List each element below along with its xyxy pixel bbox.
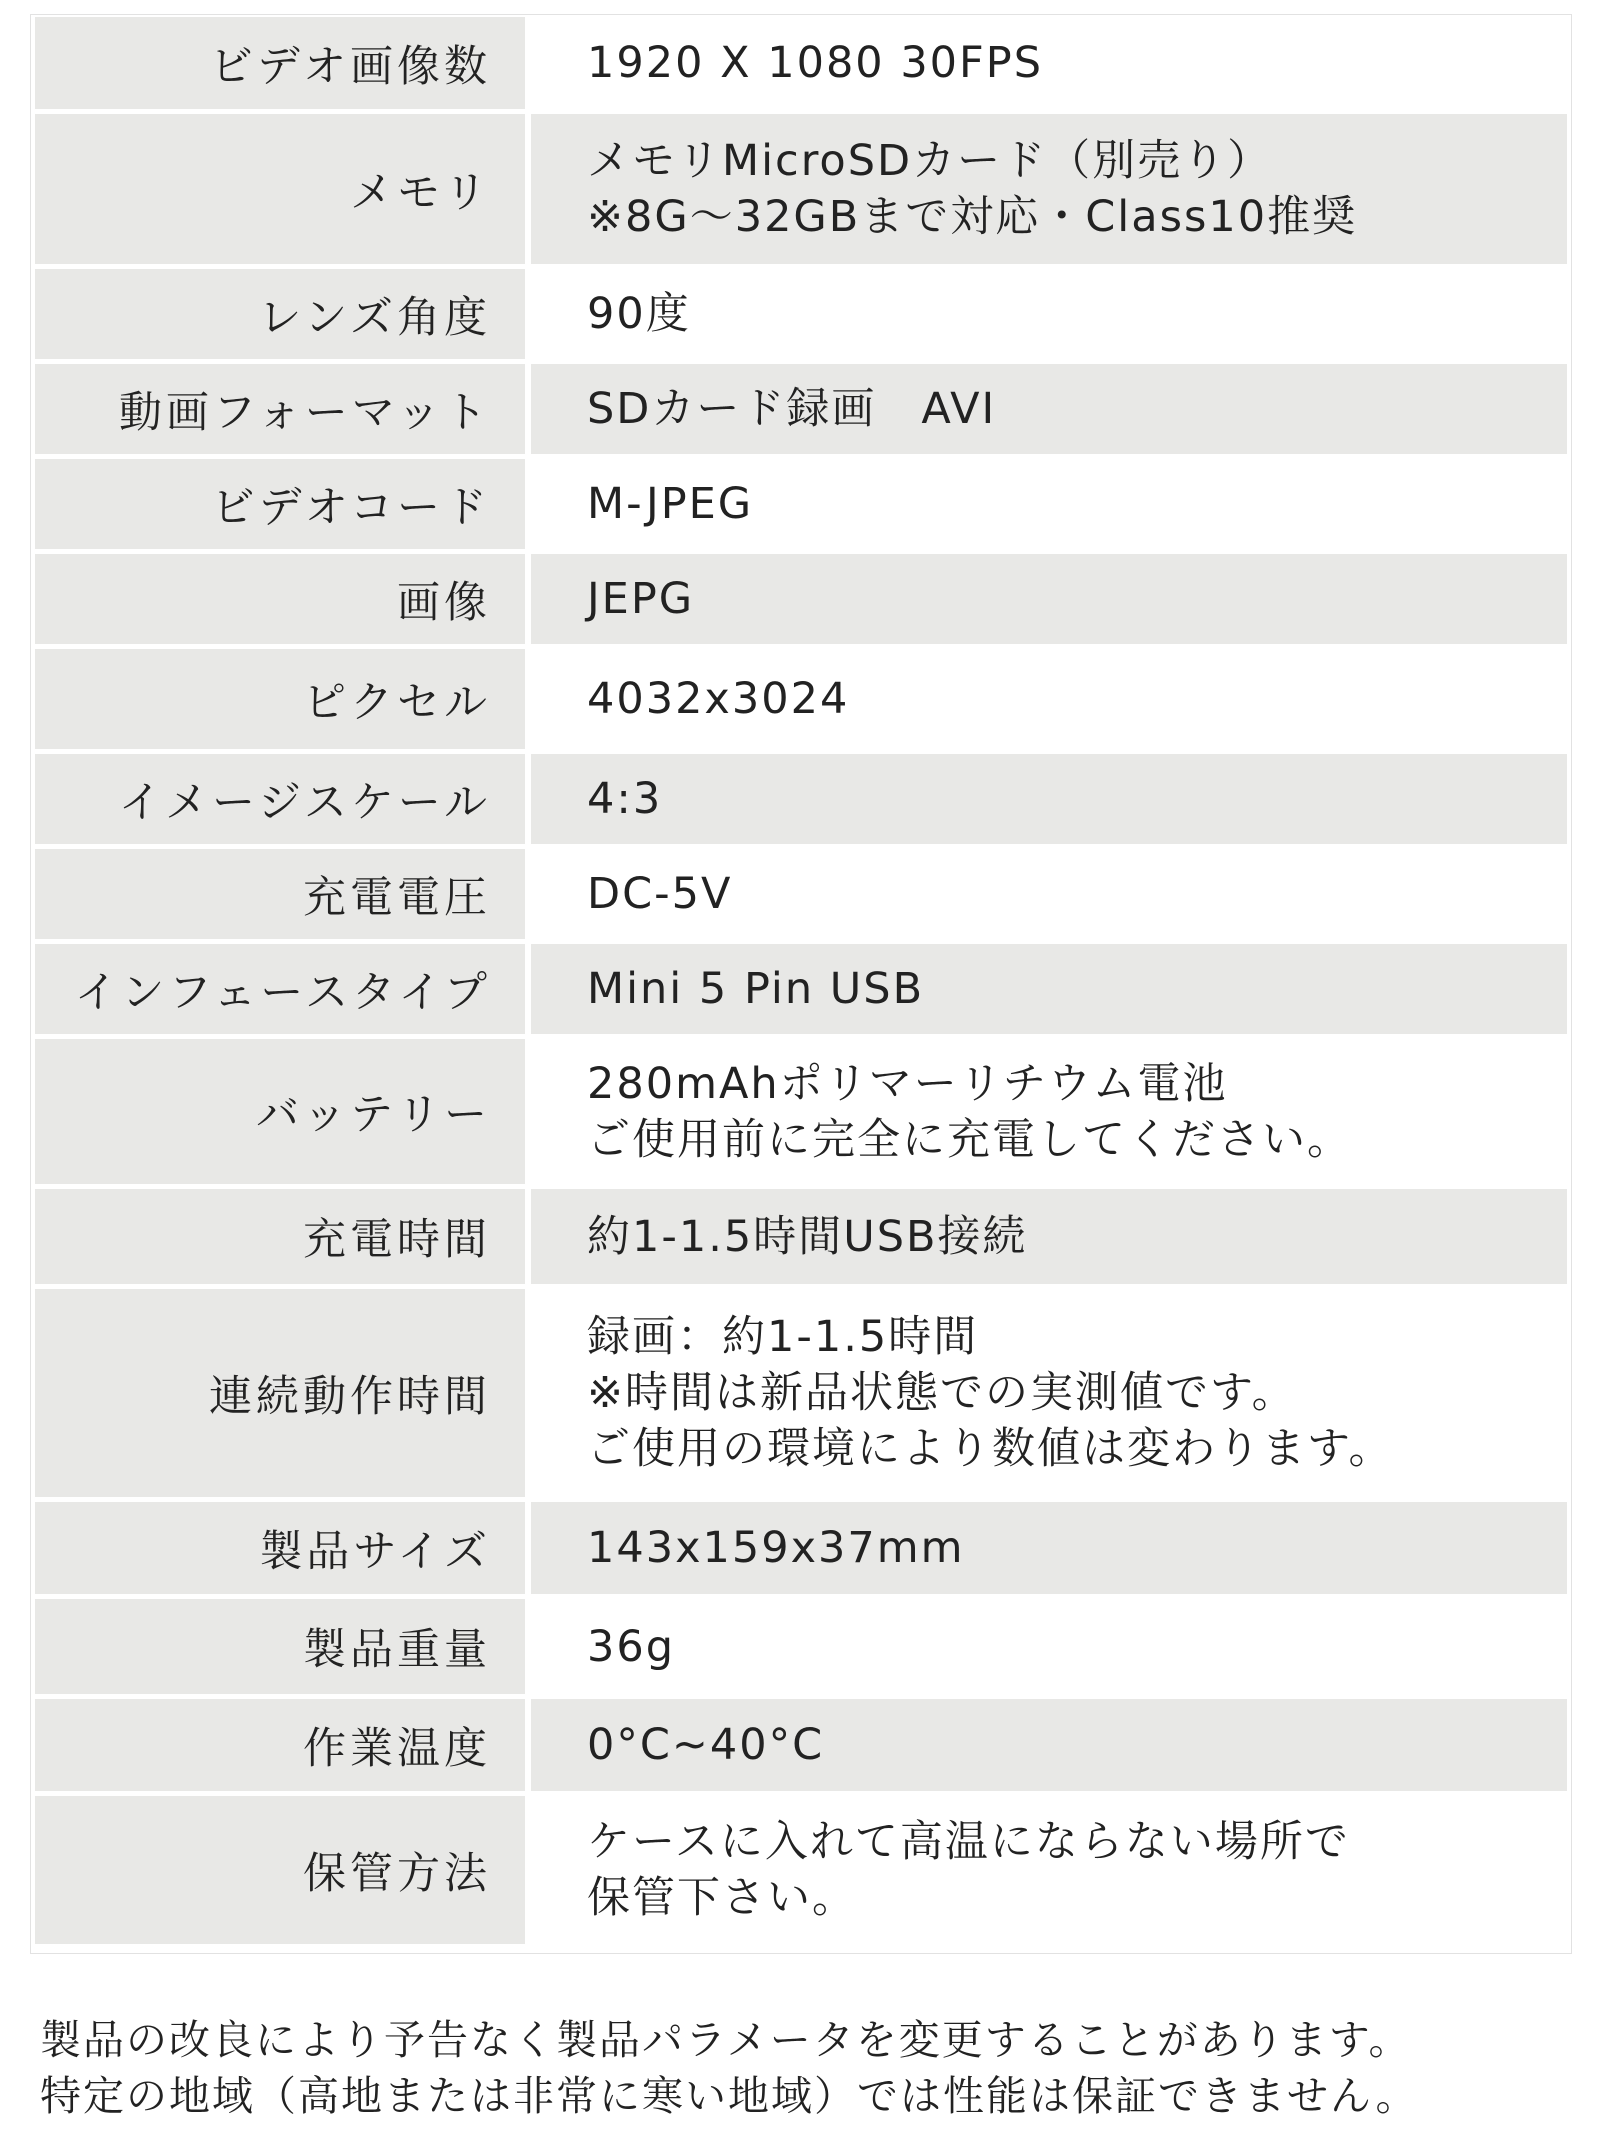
spec-row bbox=[35, 269, 1567, 359]
spec-value bbox=[531, 944, 1567, 1034]
spec-label: イメージスケール bbox=[35, 754, 525, 844]
spec-value bbox=[531, 1796, 1567, 1944]
spec-label: 画像 bbox=[35, 554, 525, 644]
spec-value-line: 280mAhポリマーリチウム電池 bbox=[587, 1058, 1228, 1109]
spec-value-line: ご使用前に完全に充電してください。 bbox=[587, 1114, 1352, 1165]
spec-label: メモリ bbox=[35, 114, 525, 264]
spec-label: バッテリー bbox=[35, 1039, 525, 1184]
spec-row bbox=[35, 114, 1567, 264]
spec-value bbox=[531, 459, 1567, 549]
spec-table bbox=[30, 14, 1572, 1954]
spec-value-line: ケースに入れて高温にならない場所で bbox=[587, 1817, 1350, 1867]
spec-value-line: 4:3 bbox=[587, 774, 663, 824]
spec-label: レンズ角度 bbox=[35, 269, 525, 359]
spec-value-line: ※8G〜32GBまで対応・Class10推奨 bbox=[587, 192, 1358, 242]
spec-label: 充電電圧 bbox=[35, 849, 525, 939]
spec-value-line: 0°C~40°C bbox=[587, 1720, 825, 1770]
spec-value-line: メモリMicroSDカード（別売り） bbox=[587, 136, 1273, 186]
spec-value bbox=[531, 1502, 1567, 1594]
spec-label: 保管方法 bbox=[35, 1796, 525, 1944]
spec-row bbox=[35, 649, 1567, 749]
spec-value-line: Mini 5 Pin USB bbox=[587, 964, 925, 1014]
spec-value-line: 4032x3024 bbox=[587, 674, 850, 724]
spec-label: インフェースタイプ bbox=[35, 944, 525, 1034]
spec-value-line: 36g bbox=[587, 1621, 676, 1672]
spec-row bbox=[35, 1189, 1567, 1284]
spec-row bbox=[35, 554, 1567, 644]
spec-value bbox=[531, 554, 1567, 644]
spec-label: 作業温度 bbox=[35, 1699, 525, 1791]
spec-value bbox=[531, 114, 1567, 264]
spec-value-line: 1920 X 1080 30FPS bbox=[587, 38, 1044, 88]
spec-value-line: 90度 bbox=[587, 289, 691, 339]
spec-value bbox=[531, 1189, 1567, 1284]
spec-value-line: 143x159x37mm bbox=[587, 1523, 965, 1573]
spec-value bbox=[531, 1599, 1567, 1694]
spec-value bbox=[531, 754, 1567, 844]
spec-value-line: ご使用の環境により数値は変わります。 bbox=[587, 1424, 1394, 1474]
spec-label: ビデオ画像数 bbox=[35, 17, 525, 109]
spec-value bbox=[531, 1699, 1567, 1791]
spec-value bbox=[531, 269, 1567, 359]
spec-value bbox=[531, 1289, 1567, 1497]
spec-value-line: M-JPEG bbox=[587, 479, 754, 529]
footer-note-line: 製品の改良により予告なく製品パラメータを変更することがあります。 bbox=[40, 2016, 1412, 2064]
footer-note-line: 特定の地域（高地または非常に寒い地域）では性能は保証できません。 bbox=[40, 2072, 1419, 2120]
spec-value bbox=[531, 364, 1567, 454]
spec-row bbox=[35, 944, 1567, 1034]
spec-value bbox=[531, 649, 1567, 749]
spec-label: 動画フォーマット bbox=[35, 364, 525, 454]
spec-row bbox=[35, 17, 1567, 109]
spec-label: 連続動作時間 bbox=[35, 1289, 525, 1497]
spec-row bbox=[35, 459, 1567, 549]
spec-value-line: JEPG bbox=[587, 574, 695, 624]
spec-value bbox=[531, 849, 1567, 939]
spec-value-line: 約1-1.5時間USB接続 bbox=[587, 1211, 1028, 1262]
spec-label: 充電時間 bbox=[35, 1189, 525, 1284]
spec-row bbox=[35, 1039, 1567, 1184]
spec-row bbox=[35, 1796, 1567, 1944]
spec-row bbox=[35, 1599, 1567, 1694]
footer-note bbox=[40, 2012, 1580, 2124]
spec-label: 製品重量 bbox=[35, 1599, 525, 1694]
spec-row bbox=[35, 754, 1567, 844]
spec-row bbox=[35, 1502, 1567, 1594]
spec-value-line: 保管下さい。 bbox=[587, 1873, 857, 1923]
spec-value-line: 録画：約1-1.5時間 bbox=[587, 1312, 979, 1362]
spec-value bbox=[531, 1039, 1567, 1184]
spec-value-line: DC-5V bbox=[587, 869, 733, 919]
spec-value-line: SDカード録画 AVI bbox=[587, 384, 997, 434]
spec-label: 製品サイズ bbox=[35, 1502, 525, 1594]
spec-row bbox=[35, 849, 1567, 939]
spec-value bbox=[531, 17, 1567, 109]
spec-row bbox=[35, 364, 1567, 454]
spec-row bbox=[35, 1289, 1567, 1497]
spec-label: ピクセル bbox=[35, 649, 525, 749]
spec-label: ビデオコード bbox=[35, 459, 525, 549]
spec-value-line: ※時間は新品状態での実測値です。 bbox=[587, 1368, 1297, 1418]
spec-row bbox=[35, 1699, 1567, 1791]
